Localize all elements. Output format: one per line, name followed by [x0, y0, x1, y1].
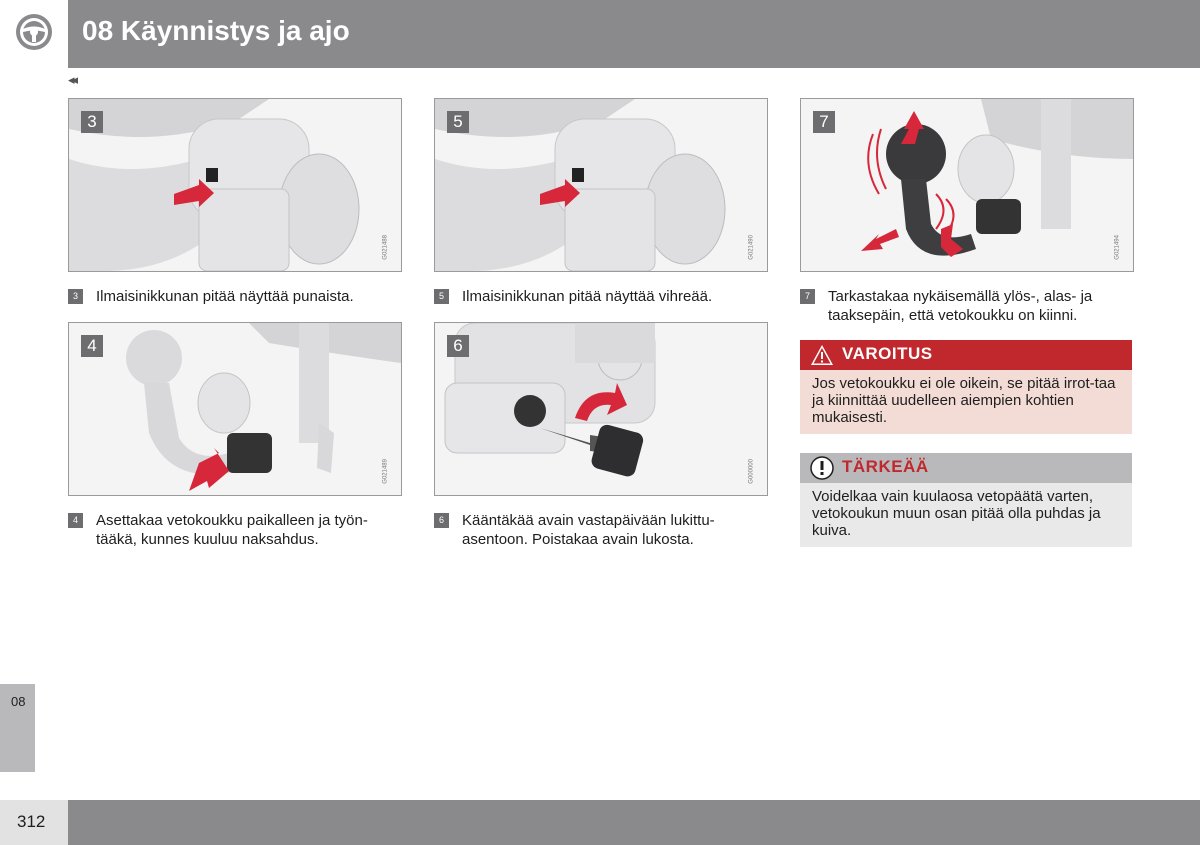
figure-7: [800, 98, 1134, 272]
warning-header: [800, 340, 1132, 370]
side-tab-label: 08: [11, 694, 26, 709]
important-text: Voidelkaa vain kuulaosa vetopäätä varten, vetokoukun muun osan pitää olla puhdas ja kuiva.: [800, 483, 1132, 547]
caption-7: [800, 287, 1110, 325]
figure-5: [434, 98, 768, 272]
caption-number: 7: [800, 289, 815, 304]
figure-number: 4: [81, 335, 103, 357]
illustration-check-towbar: [801, 99, 1133, 271]
page-number-box: [0, 800, 68, 845]
important-title: TÄRKEÄÄ: [842, 457, 929, 476]
caption-3: [68, 287, 388, 306]
caption-text: Tarkastakaa nykäisemällä ylös-, alas- ja taaksepäin, että vetokoukku on kiinni.: [828, 288, 1093, 324]
important-header: [800, 453, 1132, 483]
figure-code: G021489: [383, 459, 389, 484]
exclamation-circle-icon: [810, 456, 834, 480]
steering-wheel-icon: [14, 12, 54, 52]
caption-text: Ilmaisinikkunan pitää näyttää vihreää.: [462, 288, 713, 305]
caption-number: 5: [434, 289, 449, 304]
caption-6: [434, 511, 744, 549]
figure-code: G021490: [749, 235, 755, 260]
caption-number: 4: [68, 513, 83, 528]
caption-text: Ilmaisinikkunan pitää näyttää punaista.: [96, 288, 354, 305]
figure-4: [68, 322, 402, 496]
chapter-side-tab[interactable]: [0, 684, 35, 772]
caption-number: 6: [434, 513, 449, 528]
caption-4: [68, 511, 398, 549]
caption-text: Asettakaa vetokoukku paikalleen ja työn-tääkä, kunnes kuuluu naksahdus.: [96, 512, 368, 548]
warning-title: VAROITUS: [842, 344, 933, 363]
figure-number: 6: [447, 335, 469, 357]
back-nav-icon[interactable]: ◂◂: [68, 72, 76, 87]
illustration-indicator-green: [435, 99, 767, 271]
illustration-lock-key: [435, 323, 767, 495]
page-footer: [0, 800, 1200, 845]
chapter-header: [0, 0, 1200, 68]
figure-3: [68, 98, 402, 272]
caption-number: 3: [68, 289, 83, 304]
figure-code: G021494: [1115, 235, 1121, 260]
figure-code: G000000: [749, 459, 755, 484]
figure-code: G021488: [383, 235, 389, 260]
caption-5: [434, 287, 754, 306]
figure-number: 3: [81, 111, 103, 133]
figure-number: 7: [813, 111, 835, 133]
warning-text: Jos vetokoukku ei ole oikein, se pitää irrot-taa ja kiinnittää uudelleen aiempien kohtien mukaisesti.: [800, 370, 1132, 434]
illustration-indicator-red: [69, 99, 401, 271]
figure-6: [434, 322, 768, 496]
illustration-insert-towbar: [69, 323, 401, 495]
warning-triangle-icon: [810, 343, 834, 367]
chapter-icon-box: [0, 0, 68, 68]
caption-text: Kääntäkää avain vastapäivään lukittu-asentoon. Poistakaa avain lukosta.: [462, 512, 715, 548]
page-number: 312: [17, 812, 46, 831]
figure-number: 5: [447, 111, 469, 133]
chapter-title: 08 Käynnistys ja ajo: [82, 15, 350, 46]
warning-box: [800, 340, 1132, 434]
important-box: [800, 453, 1132, 547]
